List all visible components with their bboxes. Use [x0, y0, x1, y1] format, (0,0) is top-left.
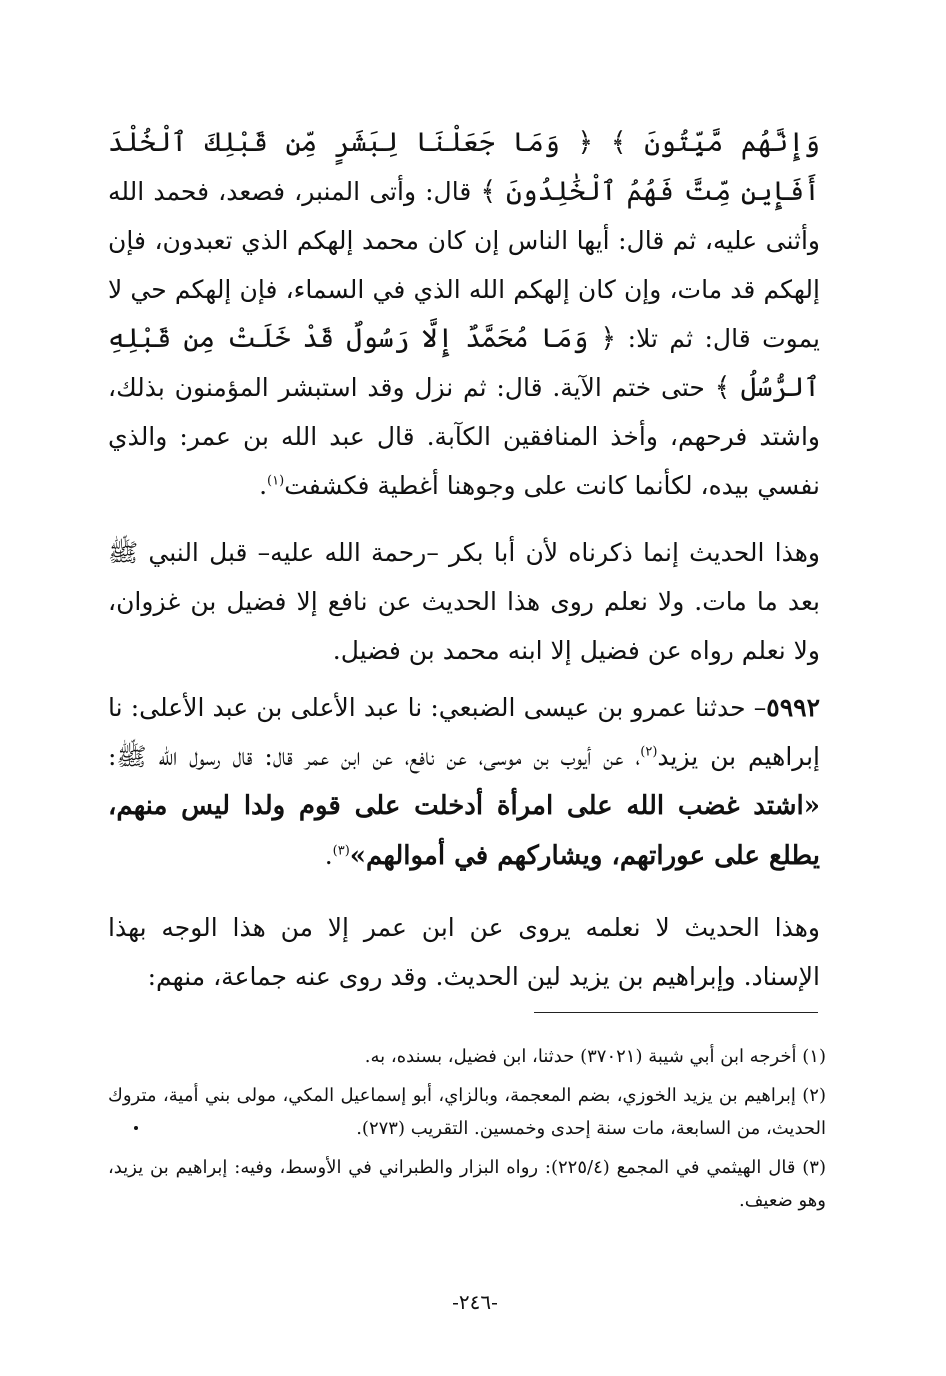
isnad-text: ، عن أيوب بن موسى، عن نافع، عن ابن عمر قال: قال رسول الله ﷺ: — [108, 742, 641, 771]
main-text — [108, 118, 820, 1001]
footnotes — [108, 1040, 826, 1223]
footnote-separator — [534, 1012, 818, 1013]
footnote-label: (٢) — [802, 1085, 826, 1106]
paragraph-commentary: وهذا الحديث لا نعلمه يروى عن ابن عمر إلا من هذا الوجه بهذا الإسناد. وإبراهيم بن يزيد لين الحديث. وقد روى عنه جماعة، منهم: — [108, 913, 820, 991]
punctuation: . — [324, 841, 333, 870]
footnote-text: إبراهيم بن يزيد الخوزي، بضم المعجمة، وبالزاي، أبو إسماعيل المكي، مولى بني أمية، متروك الحديث، من السابعة، مات سنة إحدى وخمسين. التقريب (٢٧٣). — [108, 1085, 826, 1139]
footnote-1 — [108, 1040, 826, 1073]
paragraph-narration — [108, 118, 820, 510]
footnote-text: أخرجه ابن أبي شيبة (٣٧٠٢١) حدثنا، ابن فضيل، بسنده، به. — [364, 1046, 797, 1067]
hadith-matn: «اشتد غضب الله على امرأة أدخلت على قوم ولدا ليس منهم، يطلع على عوراتهم، ويشاركهم في أموالهم» — [108, 791, 820, 871]
paragraph-commentary: وهذا الحديث إنما ذكرناه لأن أبا بكر –رحمة الله عليه– قبل النبي ﷺ بعد ما مات. ولا نعلم روى هذا الحديث عن نافع إلا فضيل بن غزوان، ولا نعلم رواه عن فضيل إلا ابنه محمد بن فضيل. — [108, 538, 820, 665]
footnote-3 — [108, 1151, 826, 1217]
footnote-label: (٣) — [802, 1157, 826, 1178]
footnote-ref: (٣) — [332, 843, 350, 859]
page-number: -٢٤٦- — [452, 1290, 498, 1314]
footnote-2 — [108, 1079, 826, 1145]
paragraph-hadith — [108, 683, 820, 881]
footnote-label: (١) — [802, 1046, 826, 1067]
hadith-number: ٥٩٩٢ — [766, 693, 820, 722]
footnote-ref: (٢) — [640, 744, 658, 760]
footnote-text: قال الهيثمي في المجمع (٢٢٥/٤): رواه البزار والطبراني في الأوسط، وفيه: إبراهيم بن يزيد، وهو ضعيف. — [108, 1157, 826, 1211]
narration-text: حتى ختم الآية. قال: ثم نزل وقد استبشر المؤمنون بذلك، واشتد فرحهم، وأخذ المنافقين الكآبة. قال عبد الله بن عمر: والذي نفسي بيده، لكأنما كانت على وجوهنا أغطية فكشفت — [108, 373, 820, 500]
isnad-text: – حدثنا عمرو بن عيسى الضبعي: نا عبد الأعلى بن عبد الأعلى: نا إبراهيم بن يزيد — [108, 693, 821, 771]
punctuation: . — [259, 471, 268, 500]
quran-verse: وَإِنَّهُم مَّيِّتُونَ ﴾ ﴿ وَمَا جَعَلْنَا لِبَشَرٍ مِّن قَبْلِكَ ٱلْخُلْدَ أَفَإِين مِّتَّ فَهُمُ ٱلْخَٰلِدُونَ ﴾ — [108, 127, 821, 207]
quran-verse: ﴿ وَمَا مُحَمَّدٌ إِلَّا رَسُولٌ قَدْ خَلَتْ مِن قَبْلِهِ ٱلرُّسُلُ ﴾ — [108, 323, 820, 403]
narration-text: قال: وأتى المنبر، فصعد، فحمد الله وأثنى عليه، ثم قال: أيها الناس إن كان محمد إلهكم الذي تعبدون، فإن إلهكم قد مات، وإن كان إلهكم الله الذي في السماء، فإن إلهكم حي لا يموت قال: ثم تلا: — [108, 177, 820, 353]
ink-speck — [134, 1126, 138, 1130]
footnote-ref: (١) — [267, 473, 285, 489]
